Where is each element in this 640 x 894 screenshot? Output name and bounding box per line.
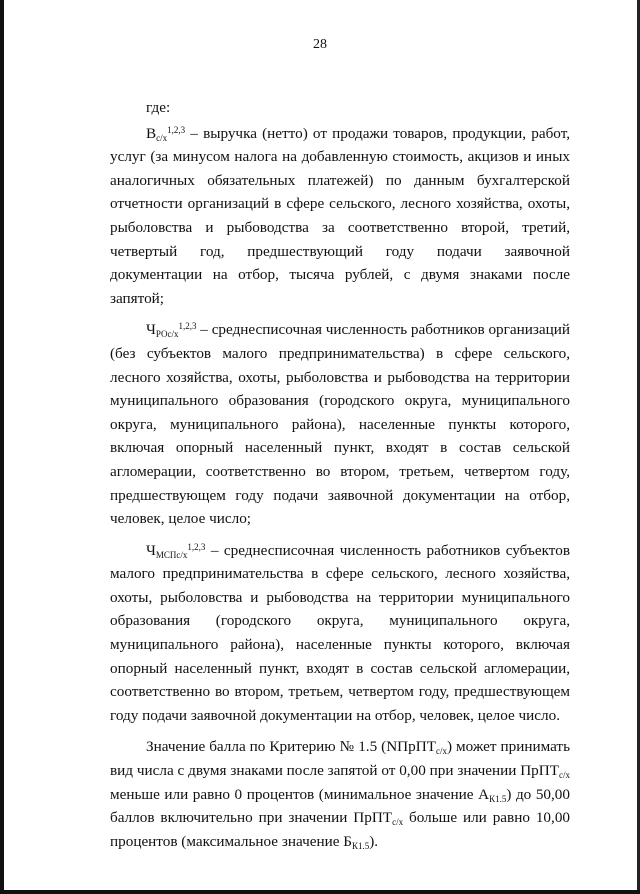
subscript: К1.5 [489, 793, 507, 804]
symbol-superscript: 1,2,3 [187, 541, 206, 552]
definition-employees-small-business [110, 539, 570, 728]
paragraph-text: ). [369, 832, 379, 850]
symbol-superscript: 1,2,3 [167, 124, 186, 135]
scan-edge-left [0, 0, 4, 894]
symbol-subscript: с/х [156, 132, 168, 143]
paragraph-text: ) может принимать вид числа с двумя знаками после запятой от 0,00 при значении ПрПТ [110, 738, 570, 780]
symbol-subscript: МСПс/х [155, 549, 188, 560]
definition-employees-organizations [110, 318, 570, 530]
symbol: В [146, 124, 157, 142]
subscript: с/х [392, 817, 404, 828]
paragraph-text: больше или равно 10,00 процентов (максимальное значение Б [110, 809, 571, 850]
subscript: с/х [559, 770, 570, 781]
page-number: 28 [313, 37, 327, 52]
symbol-subscript: РОс/х [155, 329, 179, 340]
definition-text: – выручка (нетто) от продажи товаров, продукции, работ, услуг (за минусом налога на добавленную стоимость, акцизов и иных аналогичных обязательных платежей) по данным бухгалтерской отчетности организаций в сфере сельского, лесного хозяйства, охоты, рыболовства и рыбоводства за соответственно второй, третий, четвертый год, предшествующий году подачи заявочной документации на отбор, тысяча рублей, с двумя знаками после запятой; [110, 124, 570, 307]
scan-edge-bottom [0, 890, 640, 894]
definition-revenue [110, 122, 570, 311]
subscript: К1.5 [351, 840, 370, 851]
symbol: Ч [146, 321, 156, 339]
document-body [110, 96, 570, 853]
symbol: Ч [146, 541, 156, 559]
criterion-score-paragraph [110, 735, 570, 853]
paragraph-text: ) до 50,00 баллов включительно при значении ПрПТ [110, 785, 570, 827]
paragraph-text: Значение балла по Критерию № 1.5 (NПрПТ [146, 738, 436, 756]
definition-text: – среднесписочная численность работников субъектов малого предпринимательства в сфере сельского, лесного хозяйства, охоты, рыболовства и рыбоводства на территории муниципального образования (городского округа, муниципального округа, муниципального района), населенные пункты которого, включая опорный населенный пункт, входят в состав сельской агломерации, соответственно во втором, третьем, четвертом году, предшествующем году подачи заявочной документации на отбор, человек, целое число. [110, 541, 570, 724]
intro-line: где: [146, 99, 171, 116]
definition-text: – среднесписочная численность работников организаций (без субъектов малого предпринимательства) в сфере сельского, лесного хозяйства, охоты, рыболовства и рыбоводства на территории муниципального образования (городского округа, муниципального округа, муниципального района), населенные пункты которого, включая опорный населенный пункт, входят в состав сельской агломерации, соответственно во втором, третьем, четвертом году, предшествующем году подачи заявочной документации на отбор, человек, целое число; [110, 321, 570, 528]
subscript: с/х [436, 746, 447, 757]
paragraph-text: меньше или равно 0 процентов (минимальное значение А [110, 785, 490, 803]
symbol-superscript: 1,2,3 [178, 321, 197, 332]
